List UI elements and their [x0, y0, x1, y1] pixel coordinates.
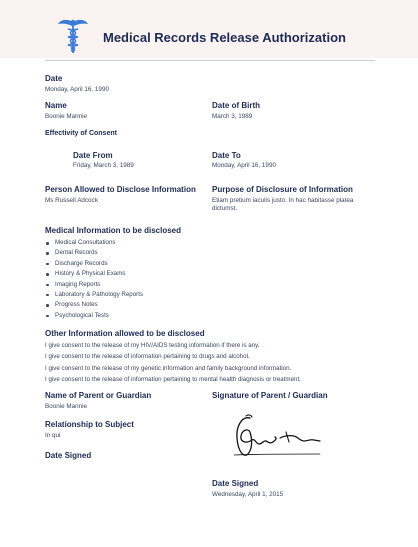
dob-label: Date of Birth — [212, 101, 260, 110]
date-label: Date — [45, 74, 63, 83]
date-to-value: Monday, April 16, 1990 — [212, 162, 276, 169]
document-title: Medical Records Release Authorization — [103, 30, 346, 45]
name-label: Name — [45, 101, 67, 110]
list-item: Medical Consultations — [45, 238, 143, 248]
list-item: Laboratory & Pathology Reports — [45, 290, 143, 300]
consent-statement: I give consent to the release of information pertaining to drugs and alcohol. — [45, 353, 250, 361]
guardian-signature-label: Signature of Parent / Guardian — [212, 391, 328, 400]
date-from-label: Date From — [73, 151, 113, 160]
date-to-label: Date To — [212, 151, 241, 160]
person-value: Ms Russell Adcock — [45, 197, 98, 204]
consent-statement: I give consent to the release of my genetic information and family background information. — [45, 364, 292, 372]
effectivity-label: Effectivity of Consent — [45, 130, 117, 137]
consent-statement: I give consent to the release of information pertaining to mental health diagnosis or treatment. — [45, 375, 301, 383]
list-item: Psychological Tests — [45, 311, 143, 321]
list-item: Dental Records — [45, 248, 143, 258]
consent-statements — [45, 340, 301, 385]
consent-statement: I give consent to the release of my HIV/AIDS testing information if there is any. — [45, 342, 260, 349]
guardian-label: Name of Parent or Guardian — [45, 391, 152, 400]
header-band — [0, 0, 418, 58]
list-item: Imaging Reports — [45, 280, 143, 290]
medical-info-label: Medical Information to be disclosed — [45, 226, 182, 235]
date-signed-guardian-value: Wednesday, April 1, 2015 — [212, 491, 284, 498]
list-item: History & Physical Exams — [45, 269, 143, 279]
date-signed-label: Date Signed — [45, 451, 92, 460]
guardian-signature — [228, 408, 328, 466]
dob-value: March 3, 1989 — [212, 113, 253, 120]
relationship-label: Relationship to Subject — [45, 420, 134, 429]
list-item: Discharge Records — [45, 259, 143, 269]
header-divider — [45, 60, 375, 61]
name-value: Boonie Mannie — [45, 113, 88, 120]
purpose-value: Etiam pretium iaculis justo. In hac habitasse platea dictumst. — [212, 197, 354, 212]
relationship-value: In qui — [45, 432, 61, 439]
medical-info-list — [45, 238, 143, 321]
purpose-label: Purpose of Disclosure of Information — [212, 185, 353, 194]
caduceus-icon — [58, 18, 88, 54]
person-label: Person Allowed to Disclose Information — [45, 185, 196, 194]
date-signed-guardian-label: Date Signed — [212, 479, 259, 488]
date-value: Monday, April 16, 1990 — [45, 86, 109, 93]
guardian-value: Boonie Mannie — [45, 403, 88, 410]
date-from-value: Friday, March 3, 1989 — [73, 162, 134, 169]
other-info-label: Other Information allowed to be disclosed — [45, 329, 205, 338]
list-item: Progress Notes — [45, 300, 143, 310]
